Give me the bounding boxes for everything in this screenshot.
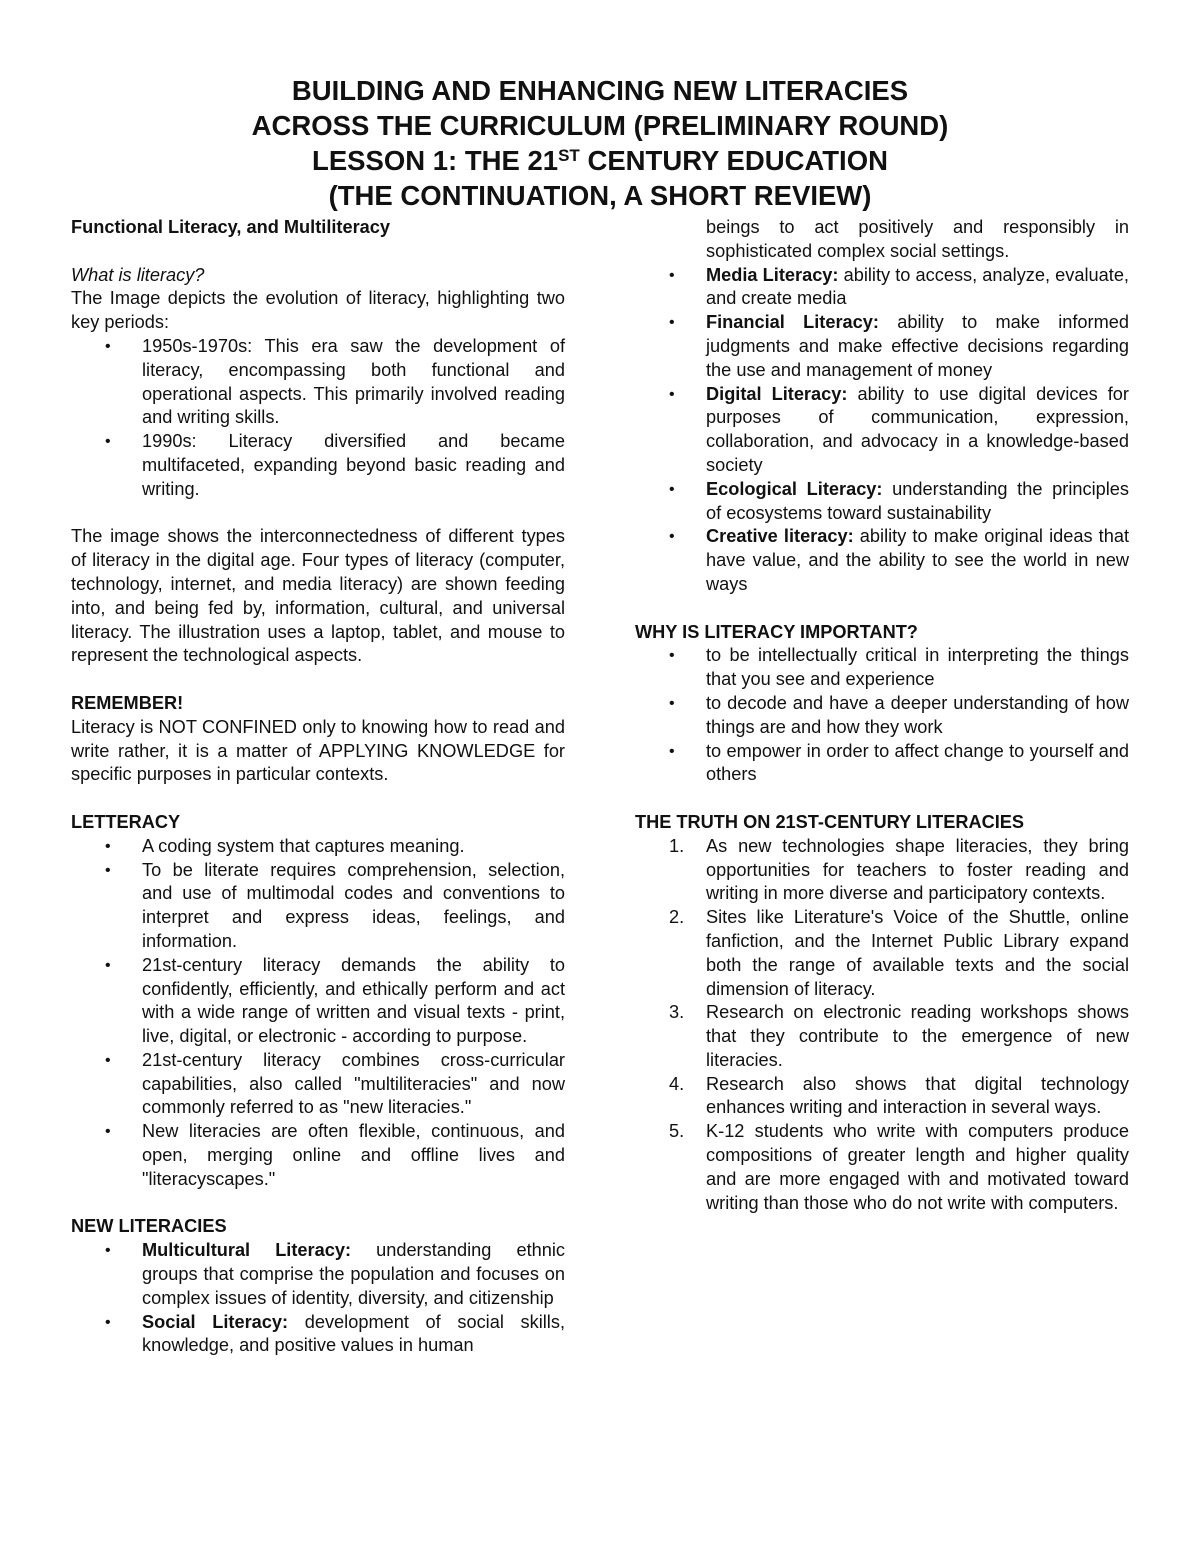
definition: ability to make original ideas that have value, and the ability to see the world in new ways: [706, 526, 1130, 594]
letteracy-heading: LETTERACY: [71, 811, 181, 832]
list-item: [635, 906, 1129, 1001]
list-item: [635, 1001, 1129, 1072]
item-number: 5.: [669, 1121, 685, 1142]
social-literacy-continuation: beings to act positively and responsibly in sophisticated complex social settings.: [706, 217, 1129, 261]
list-item: [635, 311, 1129, 382]
list-item: [635, 478, 1129, 526]
title-line-3-pre: LESSON 1: THE 21: [312, 145, 559, 176]
list-item: • A coding system that captures meaning.: [71, 835, 565, 859]
why-literacy-list: [635, 644, 1129, 787]
list-item: [635, 1120, 1129, 1215]
list-item: • 21st-century literacy demands the ability to confidently, efficiently, and ethically perform and act with a wide range of written and visual texts - print, live, digital, or electronic - according to purpose.: [71, 954, 565, 1049]
truth-heading: THE TRUTH ON 21ST-CENTURY LITERACIES: [635, 811, 1025, 832]
item-text: As new technologies shape literacies, they bring opportunities for teachers to foster reading and writing in more diverse and participatory contexts.: [706, 835, 1129, 904]
term: Multicultural Literacy:: [142, 1240, 352, 1261]
new-literacies-list-continued: [635, 264, 1129, 597]
remember-text: Literacy is NOT CONFINED only to knowing how to read and write rather, it is a matter of APPLYING KNOWLEDGE for specific purposes in particular contexts.: [71, 716, 565, 785]
term: Financial Literacy:: [706, 312, 879, 333]
item-number: 4.: [669, 1073, 685, 1094]
title-line-3-post: CENTURY EDUCATION: [579, 145, 888, 176]
periods-list: [71, 335, 565, 502]
list-item: • New literacies are often flexible, continuous, and open, merging online and offline lives and "literacyscapes.": [71, 1120, 565, 1191]
title-line-1: BUILDING AND ENHANCING NEW LITERACIES: [291, 75, 909, 106]
why-literacy-heading: WHY IS LITERACY IMPORTANT?: [635, 621, 918, 642]
list-item: • to empower in order to affect change to yourself and others: [635, 740, 1129, 788]
literacy-question: What is literacy?: [71, 264, 205, 285]
definition: ability to use digital devices for purposes of communication, expression, collaboration, and advocacy in a knowledge-based society: [706, 383, 1129, 475]
title-line-4: (THE CONTINUATION, A SHORT REVIEW): [328, 180, 872, 211]
list-item: [635, 835, 1129, 906]
definition: understanding the principles of ecosystems toward sustainability: [706, 478, 1129, 523]
definition: understanding ethnic groups that comprise the population and focuses on complex issues of identity, diversity, and citizenship: [142, 1240, 565, 1308]
list-item: • To be literate requires comprehension, selection, and use of multimodal codes and conventions to interpret and express ideas, feelings, and information.: [71, 859, 565, 954]
term: Media Literacy:: [706, 264, 839, 285]
item-number: 1.: [669, 835, 685, 856]
title-line-3: [0, 143, 1200, 178]
title-line-2: ACROSS THE CURRICULUM (PRELIMINARY ROUND): [251, 110, 949, 141]
definition: development of social skills, knowledge, and positive values in human: [142, 1311, 565, 1356]
new-literacies-heading: NEW LITERACIES: [71, 1216, 227, 1237]
list-item: [635, 264, 1129, 312]
item-text: K-12 students who write with computers produce compositions of greater length and higher quality and are more engaged with and motivated toward writing than those who do not write with computers.: [706, 1121, 1129, 1213]
list-item: • 1950s-1970s: This era saw the development of literacy, encompassing both functional and operational aspects. This primarily involved reading and writing skills.: [71, 335, 565, 430]
truth-list: [635, 835, 1129, 1216]
list-item: • to be intellectually critical in interpreting the things that you see and experience: [635, 644, 1129, 692]
new-literacies-list: [71, 1239, 565, 1358]
list-item: [635, 1073, 1129, 1121]
left-column: [71, 216, 565, 1358]
title-line-3-sup: ST: [558, 146, 580, 165]
list-item: [635, 383, 1129, 478]
list-item: [71, 1239, 565, 1310]
list-item: • 1990s: Literacy diversified and became multifaceted, expanding beyond basic reading and writing.: [71, 430, 565, 501]
item-text: Research on electronic reading workshops shows that they contribute to the emergence of new literacies.: [706, 1002, 1129, 1070]
list-item: • 21st-century literacy combines cross-curricular capabilities, also called "multiliteracies" and now commonly referred to as "new literacies.": [71, 1049, 565, 1120]
definition: ability to make informed judgments and make effective decisions regarding the use and management of money: [706, 312, 1129, 380]
item-number: 2.: [669, 907, 685, 928]
item-text: Research also shows that digital technology enhances writing and interaction in several ways.: [706, 1073, 1129, 1118]
interconnectedness-paragraph: The image shows the interconnectedness of different types of literacy in the digital age. Four types of literacy (computer, technology, internet, and media literacy) are shown feeding into, and being fed by, information, cultural, and universal literacy. The illustration uses a laptop, tablet, and mouse to represent the technological aspects.: [71, 526, 565, 666]
list-item: • to decode and have a deeper understanding of how things are and how they work: [635, 692, 1129, 740]
term: Social Literacy:: [142, 1311, 289, 1332]
item-text: Sites like Literature's Voice of the Shuttle, online fanfiction, and the Internet Public Library expand both the range of available texts and the social dimension of literacy.: [706, 907, 1129, 999]
list-item: [635, 525, 1129, 596]
intro-paragraph: The Image depicts the evolution of literacy, highlighting two key periods:: [71, 288, 565, 333]
list-item: [71, 1311, 565, 1359]
term: Digital Literacy:: [706, 383, 848, 404]
functional-literacy-heading: Functional Literacy, and Multiliteracy: [71, 217, 391, 237]
definition: ability to access, analyze, evaluate, and create media: [706, 264, 1129, 309]
right-column: [635, 216, 1129, 1215]
letteracy-list: [71, 835, 565, 1192]
page-title: [0, 73, 1200, 213]
item-number: 3.: [669, 1002, 685, 1023]
term: Ecological Literacy:: [706, 478, 883, 499]
remember-heading: REMEMBER!: [71, 692, 184, 713]
term: Creative literacy:: [706, 526, 854, 547]
